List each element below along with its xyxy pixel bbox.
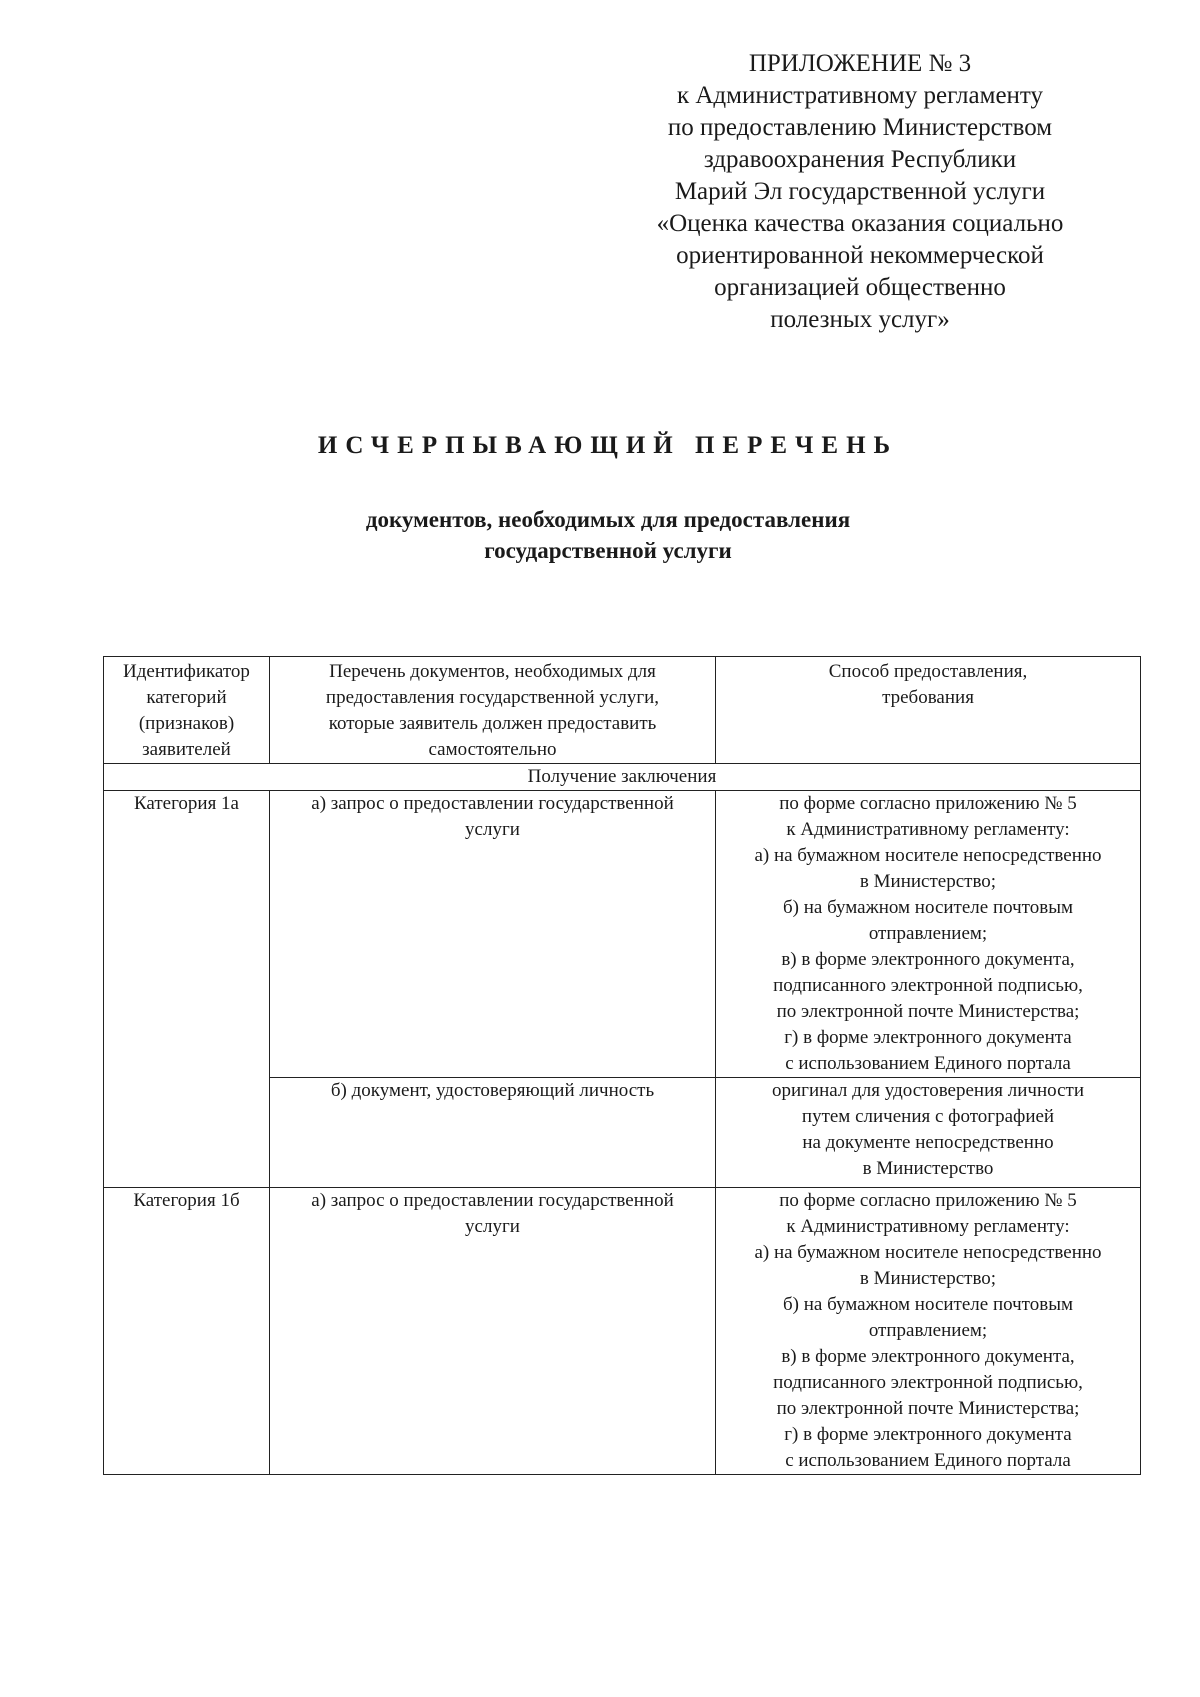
method-line: отправлением; — [868, 923, 988, 944]
section-row — [104, 764, 1141, 791]
document-cell — [270, 791, 716, 1078]
document-line: услуги — [465, 819, 520, 840]
appendix-block — [610, 48, 1110, 336]
method-line: в) в форме электронного документа, — [781, 1346, 1075, 1367]
method-line: б) на бумажном носителе почтовым — [782, 897, 1073, 918]
header-line: (признаков) — [138, 713, 235, 734]
appendix-line: «Оценка качества оказания социально — [656, 210, 1064, 237]
document-title: ИСЧЕРПЫВАЮЩИЙ ПЕРЕЧЕНЬ — [317, 432, 899, 459]
method-line: б) на бумажном носителе почтовым — [782, 1294, 1073, 1315]
method-line: путем сличения с фотографией — [801, 1106, 1055, 1127]
method-cell — [716, 1188, 1141, 1475]
method-line: подписанного электронной подписью, — [773, 975, 1083, 996]
header-document-list — [270, 657, 716, 764]
appendix-line: полезных услуг» — [770, 306, 950, 333]
method-line: в Министерство; — [859, 871, 997, 892]
table-header-row — [104, 657, 1141, 764]
method-line: по форме согласно приложению № 5 — [779, 793, 1077, 814]
table-row — [104, 791, 1141, 1078]
method-line: с использованием Единого портала — [785, 1450, 1071, 1471]
document-subtitle — [0, 504, 1200, 566]
method-line: к Административному регламенту: — [786, 819, 1070, 840]
document-line: а) запрос о предоставлении государственной — [311, 1190, 674, 1211]
document-line: а) запрос о предоставлении государственной — [311, 793, 674, 814]
appendix-line: по предоставлению Министерством — [667, 114, 1053, 141]
header-line: категорий — [146, 687, 227, 708]
method-line: подписанного электронной подписью, — [773, 1372, 1083, 1393]
method-line: а) на бумажном носителе непосредственно — [754, 845, 1102, 866]
header-line: Способ предоставления, — [828, 661, 1028, 682]
header-line: Перечень документов, необходимых для — [329, 661, 656, 682]
subtitle-line: государственной услуги — [484, 538, 732, 563]
section-title: Получение заключения — [104, 764, 1141, 791]
table-row — [104, 1188, 1141, 1475]
category-cell: Категория 1а — [104, 791, 270, 1188]
method-line: в Министерство — [862, 1158, 994, 1179]
method-line: к Административному регламенту: — [786, 1216, 1070, 1237]
appendix-line: здравоохранения Республики — [703, 146, 1017, 173]
documents-table — [103, 656, 1141, 1475]
appendix-line: ПРИЛОЖЕНИЕ № 3 — [748, 50, 972, 77]
appendix-line: Марий Эл государственной услуги — [674, 178, 1046, 205]
header-line: самостоятельно — [428, 739, 557, 760]
subtitle-line: документов, необходимых для предоставления — [365, 507, 851, 532]
method-line: а) на бумажном носителе непосредственно — [754, 1242, 1102, 1263]
method-line: оригинал для удостоверения личности — [772, 1080, 1084, 1101]
method-cell — [716, 1078, 1141, 1188]
document-line: б) документ, удостоверяющий личность — [330, 1080, 655, 1101]
header-line: требования — [882, 687, 974, 708]
category-cell: Категория 1б — [104, 1188, 270, 1475]
document-line: услуги — [465, 1216, 520, 1237]
document-cell — [270, 1188, 716, 1475]
method-line: г) в форме электронного документа — [784, 1424, 1072, 1445]
method-line: отправлением; — [868, 1320, 988, 1341]
method-line: с использованием Единого портала — [785, 1053, 1071, 1074]
header-line: предоставления государственной услуги, — [325, 687, 660, 708]
method-line: в Министерство; — [859, 1268, 997, 1289]
header-category-id — [104, 657, 270, 764]
header-line: которые заявитель должен предоставить — [328, 713, 657, 734]
method-line: по форме согласно приложению № 5 — [779, 1190, 1077, 1211]
method-line: по электронной почте Министерства; — [776, 1398, 1080, 1419]
method-line: на документе непосредственно — [802, 1132, 1054, 1153]
appendix-line: организацией общественно — [714, 274, 1006, 301]
method-cell — [716, 791, 1141, 1078]
appendix-line: к Административному регламенту — [676, 82, 1044, 109]
document-cell — [270, 1078, 716, 1188]
method-line: г) в форме электронного документа — [784, 1027, 1072, 1048]
header-line: Идентификатор — [123, 661, 250, 682]
appendix-line: ориентированной некоммерческой — [676, 242, 1044, 269]
header-line: заявителей — [142, 739, 231, 760]
method-line: в) в форме электронного документа, — [781, 949, 1075, 970]
header-submission-method — [716, 657, 1141, 764]
method-line: по электронной почте Министерства; — [776, 1001, 1080, 1022]
